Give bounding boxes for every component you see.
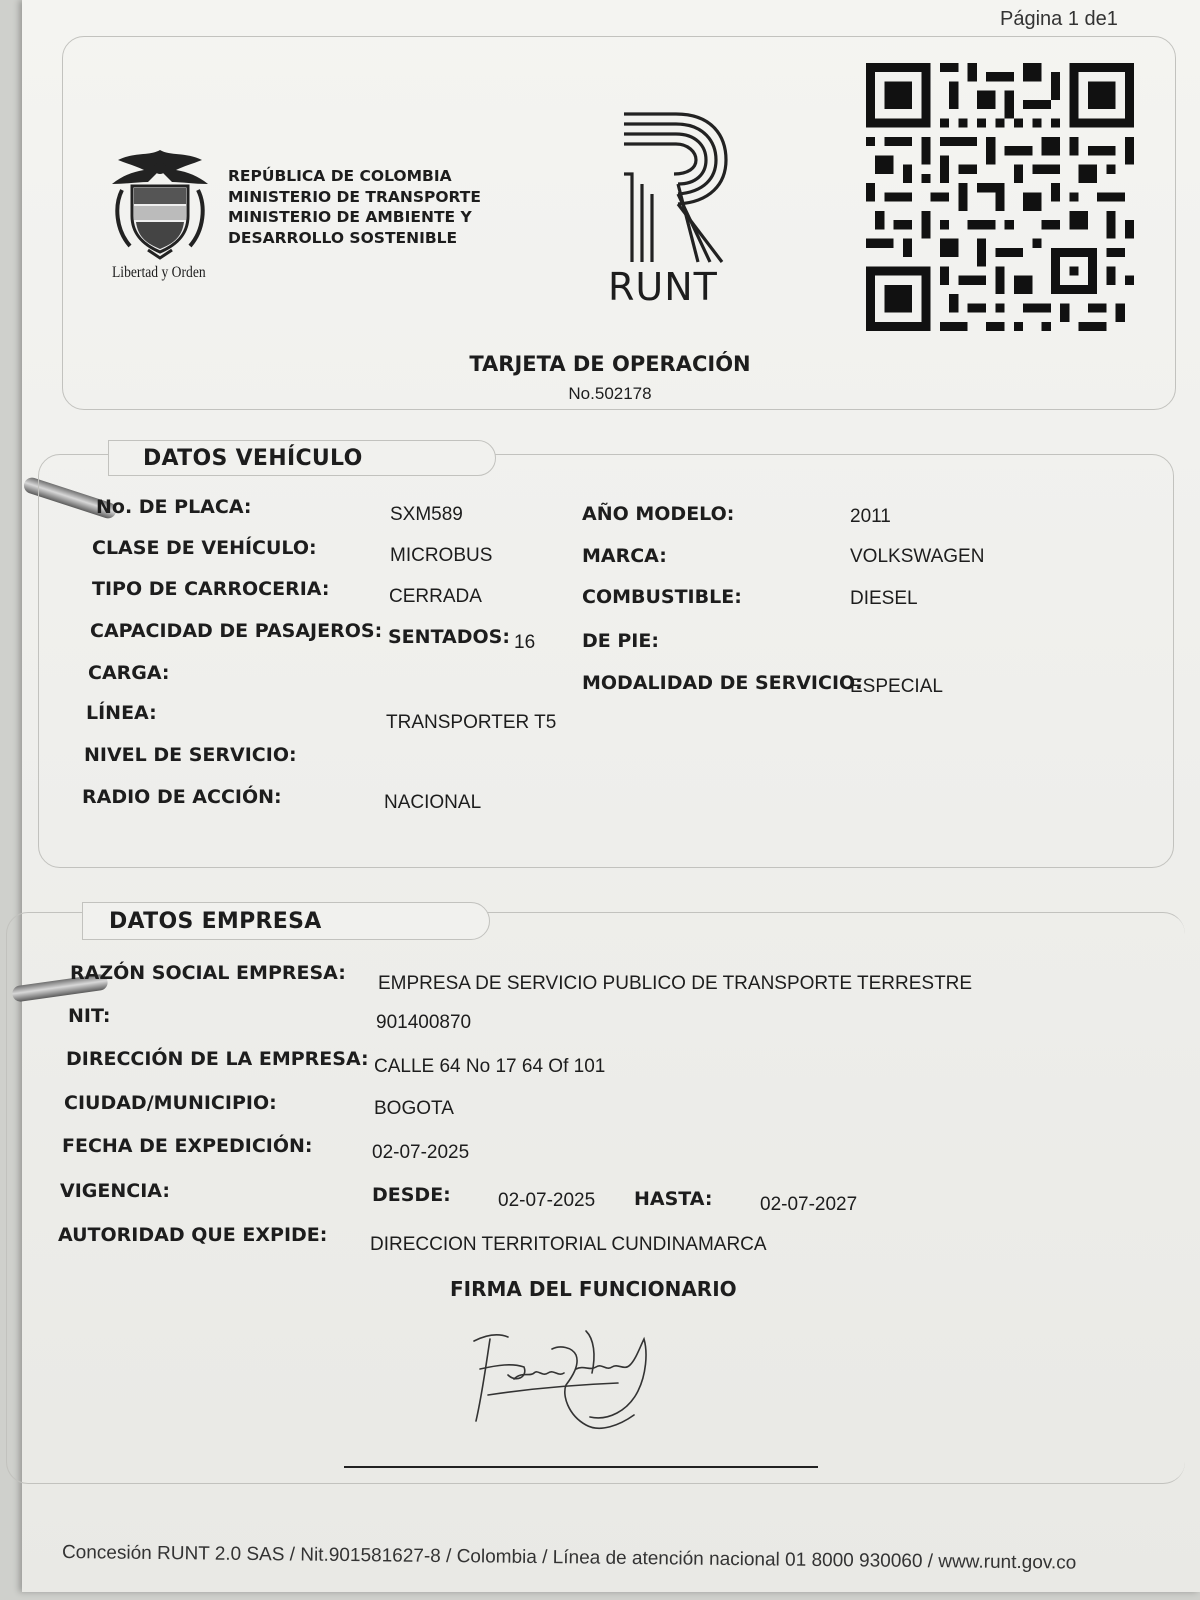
valid-to-value: 02-07-2027: [760, 1194, 858, 1215]
nit-label: NIT:: [68, 1005, 111, 1027]
footer-text: Concesión RUNT 2.0 SAS / Nit.901581627-8 / Colombia / Línea de atención nacional 01 8000 930060 / www.runt.gov.co: [61, 1542, 1077, 1574]
line-value: TRANSPORTER T5: [386, 712, 557, 733]
valid-from-label: DESDE:: [372, 1184, 451, 1206]
government-line: MINISTERIO DE TRANSPORTE: [228, 187, 481, 206]
nit-value: 901400870: [376, 1012, 472, 1033]
brand-label: MARCA:: [582, 545, 667, 567]
plate-value: SXM589: [390, 504, 463, 525]
body-type-label: TIPO DE CARROCERIA:: [92, 578, 330, 600]
city-value: BOGOTA: [374, 1098, 454, 1119]
government-line: REPÚBLICA DE COLOMBIA: [228, 167, 452, 185]
vehicle-section-title: DATOS VEHÍCULO: [108, 440, 496, 476]
service-level-label: NIVEL DE SERVICIO:: [84, 744, 297, 766]
runt-wordmark: RUNT: [608, 265, 718, 309]
action-radius-value: NACIONAL: [384, 792, 482, 813]
issue-date-label: FECHA DE EXPEDICIÓN:: [62, 1135, 313, 1157]
service-mode-label: MODALIDAD DE SERVICIO:: [582, 672, 863, 694]
city-label: CIUDAD/MUNICIPIO:: [64, 1092, 277, 1114]
qr-code-icon[interactable]: [866, 58, 1134, 336]
seated-value: 16: [514, 632, 536, 653]
model-year-label: AÑO MODELO:: [582, 503, 735, 525]
runt-r-logo-icon: [622, 112, 728, 264]
company-name-label: RAZÓN SOCIAL EMPRESA:: [70, 962, 346, 984]
line-label: LÍNEA:: [86, 702, 157, 724]
valid-from-value: 02-07-2025: [498, 1190, 596, 1211]
service-mode-value: ESPECIAL: [850, 676, 943, 697]
address-label: DIRECCIÓN DE LA EMPRESA:: [66, 1048, 369, 1070]
validity-label: VIGENCIA:: [60, 1180, 170, 1202]
plate-label: No. DE PLACA:: [96, 496, 252, 518]
passenger-capacity-label: CAPACIDAD DE PASAJEROS:: [90, 620, 383, 642]
government-line: MINISTERIO DE AMBIENTE Y: [228, 208, 472, 226]
standing-label: DE PIE:: [582, 630, 659, 652]
fuel-label: COMBUSTIBLE:: [582, 586, 742, 608]
company-section-title: DATOS EMPRESA: [82, 902, 490, 940]
vehicle-class-label: CLASE DE VEHÍCULO:: [92, 537, 317, 559]
issue-date-value: 02-07-2025: [372, 1142, 470, 1163]
signature-image: [468, 1325, 668, 1437]
seated-label: SENTADOS:: [388, 626, 510, 648]
company-name-value: EMPRESA DE SERVICIO PUBLICO DE TRANSPORTE TERRESTRE: [378, 973, 973, 994]
issuing-authority-value: DIRECCION TERRITORIAL CUNDINAMARCA: [370, 1234, 767, 1255]
page-indicator: Página 1 de1: [1000, 8, 1118, 30]
action-radius-label: RADIO DE ACCIÓN:: [82, 786, 282, 808]
signature-title: FIRMA DEL FUNCIONARIO: [450, 1277, 737, 1301]
colombia-coat-of-arms-icon: [104, 146, 216, 260]
government-heading: [228, 166, 481, 248]
document-title: TARJETA DE OPERACIÓN: [469, 352, 751, 376]
model-year-value: 2011: [850, 506, 891, 527]
fuel-value: DIESEL: [850, 588, 918, 609]
issuing-authority-label: AUTORIDAD QUE EXPIDE:: [58, 1224, 328, 1246]
signature-line: [344, 1466, 818, 1468]
valid-to-label: HASTA:: [634, 1188, 713, 1210]
motto-text: Libertad y Orden: [112, 264, 206, 281]
address-value: CALLE 64 No 17 64 Of 101: [374, 1056, 606, 1077]
government-line: DESARROLLO SOSTENIBLE: [228, 228, 458, 247]
vehicle-class-value: MICROBUS: [390, 545, 493, 566]
body-type-value: CERRADA: [389, 586, 482, 607]
document-number: No.502178: [568, 384, 652, 403]
brand-value: VOLKSWAGEN: [850, 546, 985, 567]
cargo-label: CARGA:: [88, 662, 170, 684]
